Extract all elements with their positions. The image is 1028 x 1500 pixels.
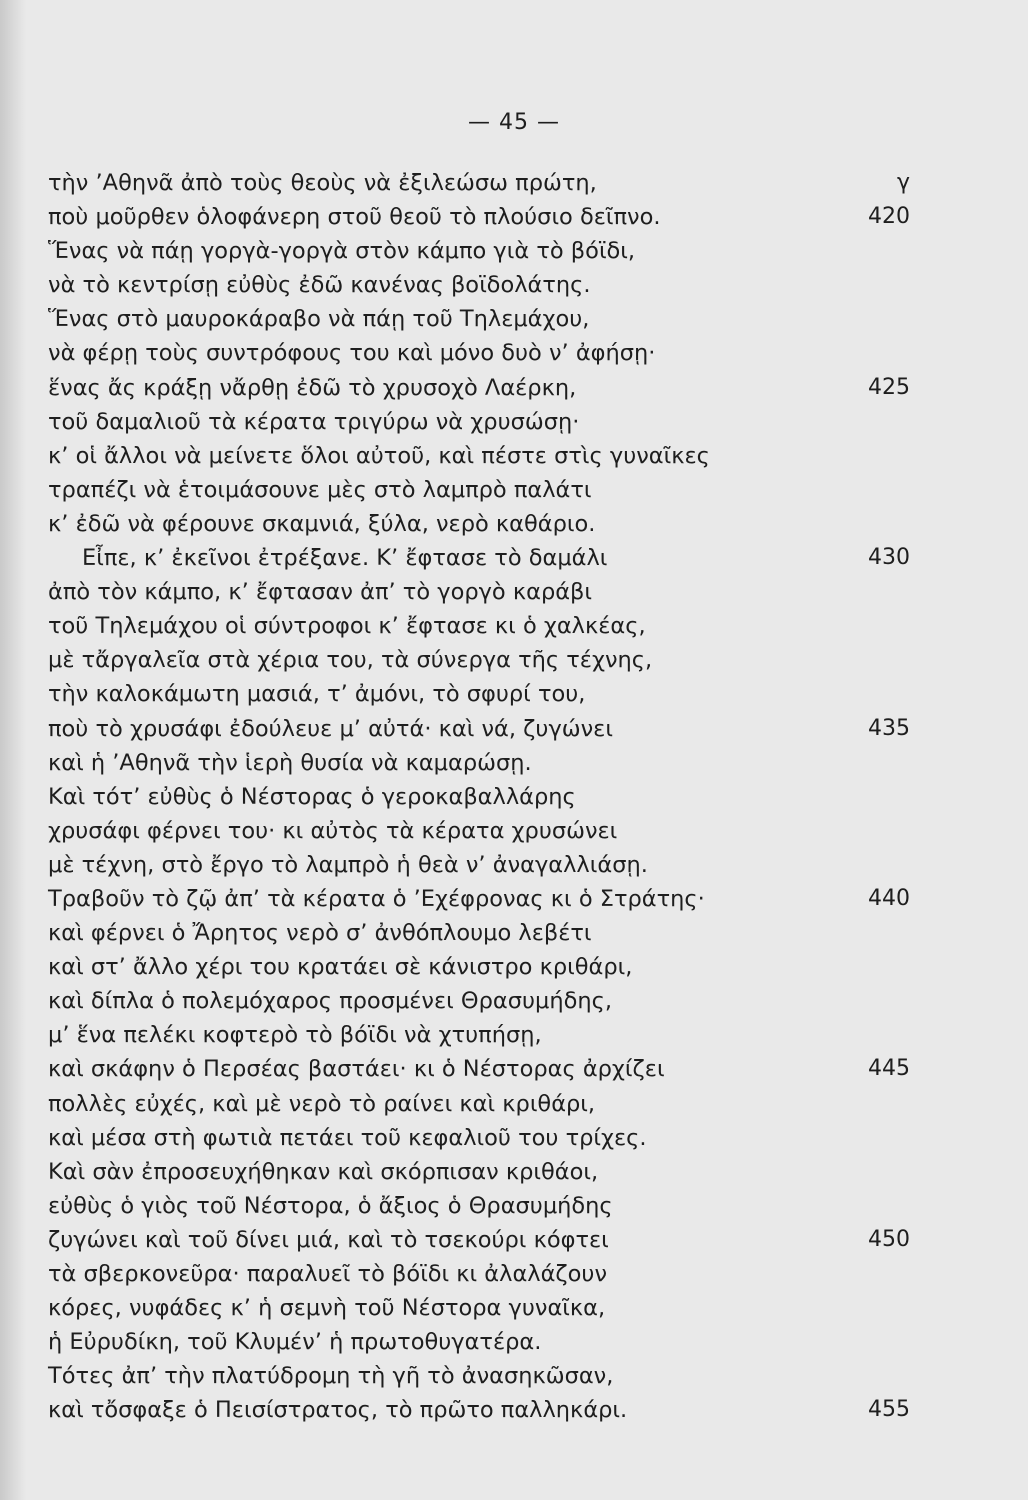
verse-text: Καὶ σὰν ἐπροσευχήθηκαν καὶ σκόρπισαν κριθάοι,	[48, 1158, 599, 1185]
verse-text: τοῦ δαμαλιοῦ τὰ κέρατα τριγύρω νὰ χρυσώσῃ·	[48, 408, 580, 435]
verse-line	[48, 1052, 910, 1086]
verse-line	[48, 234, 838, 268]
verse-line	[48, 1121, 838, 1155]
page-binding-shadow	[0, 0, 26, 1500]
verse-line	[48, 268, 838, 302]
verse-text: Τραβοῦν τὸ ζῷ ἀπ’ τὰ κέρατα ὁ ’Εχέφρονας κι ὁ Στράτης·	[48, 885, 705, 912]
verse-line	[48, 984, 838, 1018]
verse-text: καὶ ἡ ’Αθηνᾶ τὴν ἱερὴ θυσία νὰ καμαρώσῃ.	[48, 749, 532, 776]
verse-line	[48, 507, 838, 541]
page-number: — 45 —	[468, 110, 560, 135]
line-number: 420	[868, 204, 910, 230]
verse-text: καὶ δίπλα ὁ πολεμόχαρος προσμένει Θρασυμήδης,	[48, 988, 612, 1015]
verse-line	[48, 814, 838, 848]
verse-text: ἡ Εὐρυδίκη, τοῦ Κλυμέν’ ἡ πρωτοθυγατέρα.	[48, 1329, 542, 1356]
verse-line	[48, 336, 838, 370]
verse-line	[48, 1018, 838, 1052]
verse-text: μὲ τἄργαλεῖα στὰ χέρια του, τὰ σύνεργα τῆς τέχνης,	[48, 647, 653, 674]
verse-text: καὶ τὄσφαξε ὁ Πεισίστρατος, τὸ πρῶτο παλληκάρι.	[48, 1397, 628, 1424]
line-number: 435	[868, 715, 910, 741]
verse-line	[48, 1359, 838, 1393]
verse-line	[48, 405, 838, 439]
verse-line	[48, 1291, 838, 1325]
verse-line	[48, 712, 910, 746]
verse-text: πολλὲς εὐχές, καὶ μὲ νερὸ τὸ ραίνει καὶ κριθάρι,	[48, 1090, 596, 1117]
verse-line	[48, 1325, 838, 1359]
verse-line	[48, 1257, 838, 1291]
verse-text: ποὺ τὸ χρυσάφι ἐδούλευε μ’ αὐτά· καὶ νά, ζυγώνει	[48, 715, 613, 742]
verse-line	[48, 609, 838, 643]
verse-text: Εἶπε, κ’ ἐκεῖνοι ἐτρέξανε. Κ’ ἔφτασε τὸ δαμάλι	[82, 545, 608, 572]
verse-text: Ἕνας νὰ πάῃ γοργὰ-γοργὰ στὸν κάμπο γιὰ τὸ βόϊδι,	[48, 238, 636, 265]
verse-text: ἀπὸ τὸν κάμπο, κ’ ἔφτασαν ἀπ’ τὸ γοργὸ καράβι	[48, 579, 593, 606]
verse-text: νὰ τὸ κεντρίσῃ εὐθὺς ἐδῶ κανένας βοϊδολάτης.	[48, 272, 591, 299]
verse-line	[48, 916, 838, 950]
verse-text: καὶ στ’ ἄλλο χέρι του κρατάει σὲ κάνιστρο κριθάρι,	[48, 954, 633, 981]
verse-text: μ’ ἕνα πελέκι κοφτερὸ τὸ βόϊδι νὰ χτυπήσῃ,	[48, 1022, 542, 1049]
verse-line	[48, 371, 910, 405]
verse-text: καὶ φέρνει ὁ Ἄρητος νερὸ σ’ ἀνθόπλουμο λεβέτι	[48, 920, 592, 947]
verse-line	[48, 1393, 910, 1427]
verse-text: τὴν καλοκάμωτη μασιά, τ’ ἀμόνι, τὸ σφυρί του,	[48, 681, 586, 708]
verse-line	[48, 848, 838, 882]
verse-text: εὐθὺς ὁ γιὸς τοῦ Νέστορα, ὁ ἄξιος ὁ Θρασυμήδης	[48, 1192, 613, 1219]
line-number: 430	[868, 545, 910, 571]
verse-line	[48, 1189, 838, 1223]
verse-text: χρυσάφι φέρνει του· κι αὐτὸς τὰ κέρατα χρυσώνει	[48, 817, 618, 844]
verse-text: ἕνας ἄς κράξῃ νἄρθῃ ἐδῶ τὸ χρυσοχὸ Λαέρκη,	[48, 374, 577, 401]
verse-text: καὶ σκάφην ὁ Περσέας βαστάει· κι ὁ Νέστορας ἀρχίζει	[48, 1056, 665, 1083]
verse-text: μὲ τέχνη, στὸ ἔργο τὸ λαμπρὸ ἡ θεὰ ν’ ἀναγαλλιάσῃ.	[48, 851, 648, 878]
verse-text: ποὺ μοῦρθεν ὁλοφάνερη στοῦ θεοῦ τὸ πλούσιο δεῖπνο.	[48, 204, 661, 231]
verse-text: κ’ ἐδῶ νὰ φέρουνε σκαμνιά, ξύλα, νερὸ καθάριο.	[48, 510, 596, 537]
verse-line	[48, 302, 838, 336]
line-number: 440	[868, 885, 910, 911]
verse-line	[48, 1223, 910, 1257]
verse-text: κόρες, νυφάδες κ’ ἡ σεμνὴ τοῦ Νέστορα γυναῖκα,	[48, 1295, 606, 1322]
verse-text: τὴν ’Αθηνᾶ ἀπὸ τοὺς θεοὺς νὰ ἐξιλεώσω πρώτη,	[48, 170, 597, 196]
verse-line	[48, 200, 910, 234]
line-number: 450	[868, 1226, 910, 1252]
verse-text: τοῦ Τηλεμάχου οἱ σύντροφοι κ’ ἔφτασε κι ὁ χαλκέας,	[48, 613, 646, 640]
verse-line	[48, 643, 838, 677]
verse-text-block	[48, 166, 910, 1427]
verse-line	[48, 1155, 838, 1189]
verse-line	[48, 166, 910, 200]
verse-text: Ἕνας στὸ μαυροκάραβο νὰ πάῃ τοῦ Τηλεμάχου,	[48, 306, 590, 333]
verse-text: καὶ μέσα στὴ φωτιὰ πετάει τοῦ κεφαλιοῦ του τρίχες.	[48, 1124, 647, 1151]
line-number: 455	[868, 1397, 910, 1423]
verse-text: ζυγώνει καὶ τοῦ δίνει μιά, καὶ τὸ τσεκούρι κόφτει	[48, 1226, 609, 1253]
verse-text: Καὶ τότ’ εὐθὺς ὁ Νέστορας ὁ γεροκαβαλλάρης	[48, 783, 576, 810]
verse-line	[48, 882, 910, 916]
line-number: 425	[868, 374, 910, 400]
verse-line	[48, 677, 838, 711]
verse-line	[48, 575, 838, 609]
verse-line	[48, 950, 838, 984]
line-number: 445	[868, 1056, 910, 1082]
verse-line	[48, 1087, 838, 1121]
verse-line	[48, 746, 838, 780]
verse-line	[48, 439, 838, 473]
verse-text: τὰ σβερκονεῦρα· παραλυεῖ τὸ βόϊδι κι ἀλαλάζουν	[48, 1261, 608, 1287]
verse-line	[48, 541, 910, 575]
verse-line	[48, 780, 838, 814]
verse-text: τραπέζι νὰ ἑτοιμάσουνε μὲς στὸ λαμπρὸ παλάτι	[48, 476, 592, 503]
verse-text: Τότες ἀπ’ τὴν πλατύδρομη τὴ γῆ τὸ ἀνασηκῶσαν,	[48, 1363, 614, 1390]
verse-text: νὰ φέρῃ τοὺς συντρόφους του καὶ μόνο δυὸ ν’ ἀφήσῃ·	[48, 340, 656, 367]
verse-line	[48, 473, 838, 507]
line-number: γ	[896, 170, 910, 195]
verse-text: κ’ οἱ ἄλλοι νὰ μείνετε ὅλοι αὐτοῦ, καὶ πέστε στὶς γυναῖκες	[48, 442, 710, 469]
